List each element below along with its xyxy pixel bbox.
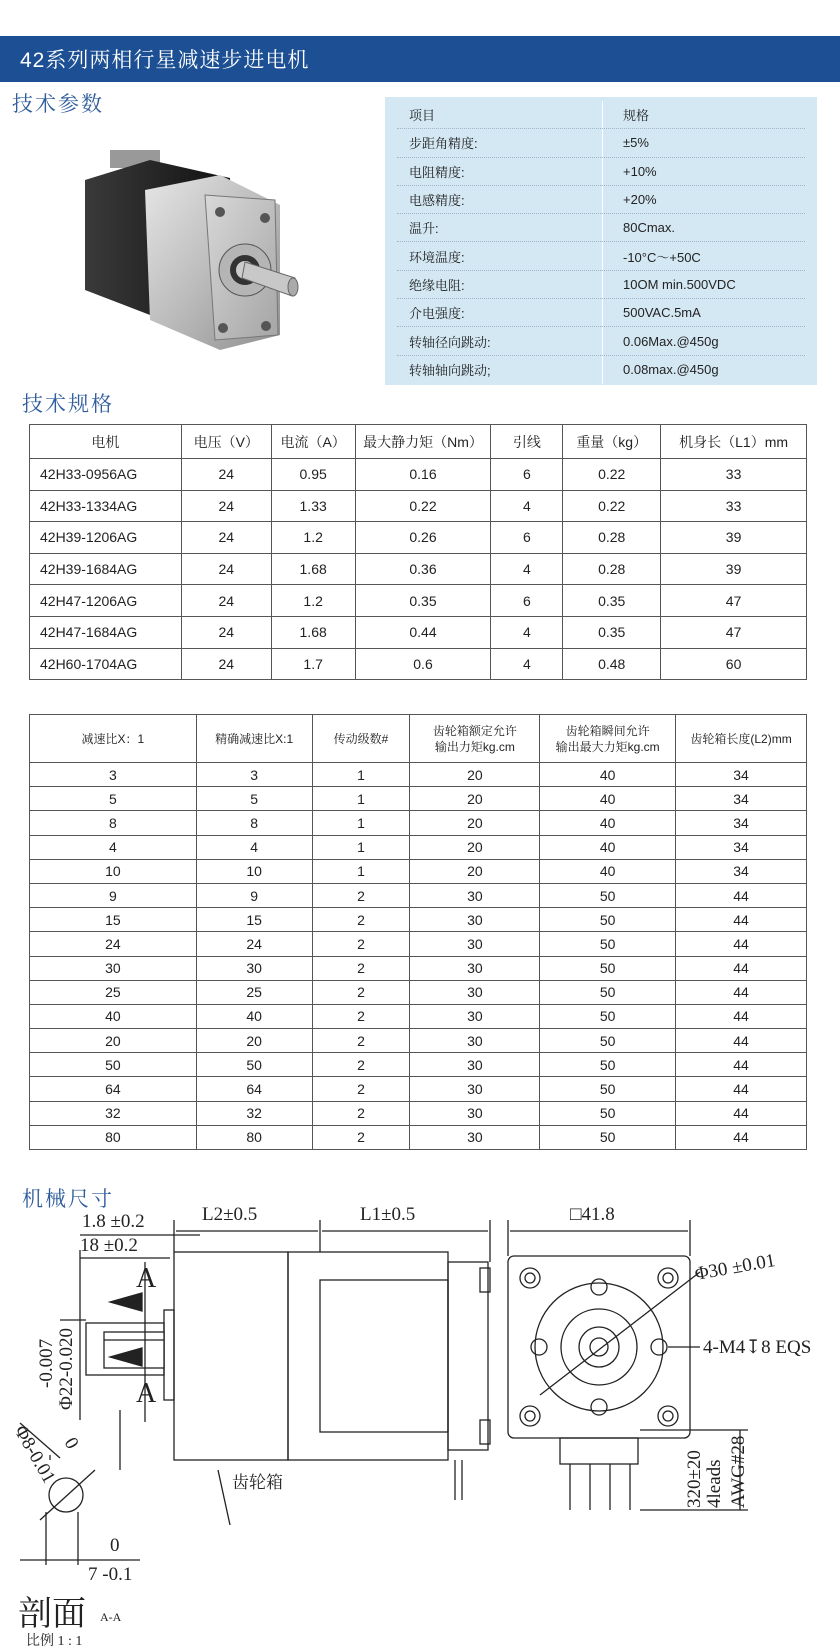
ratio-row-cell: 5: [196, 787, 312, 811]
spec-row-cell: 60: [661, 648, 807, 680]
ratio-header-cell: 减速比X：1: [30, 715, 197, 763]
ratio-row-cell: 8: [196, 811, 312, 835]
gearbox-label: 齿轮箱: [232, 1473, 283, 1493]
spec-row-cell: 24: [181, 553, 271, 585]
spec-row-cell: 6: [491, 585, 563, 617]
ratio-row-cell: 30: [410, 883, 540, 907]
params-row: [397, 129, 805, 157]
ratio-table-body: [30, 763, 807, 1150]
spec-row-cell: 39: [661, 553, 807, 585]
ratio-row-cell: 25: [196, 980, 312, 1004]
spec-row-cell: 24: [181, 522, 271, 554]
ratio-row-cell: 34: [676, 787, 807, 811]
flat-dimension: 7 -0.1: [88, 1564, 133, 1585]
motor-photo: [80, 150, 320, 360]
spec-row-cell: 42H39-1684AG: [30, 553, 182, 585]
spec-row-cell: 42H39-1206AG: [30, 522, 182, 554]
spec-header-cell: 电机: [30, 425, 182, 459]
ratio-row-cell: 2: [312, 1004, 410, 1028]
spec-row-cell: 0.16: [355, 459, 491, 491]
lead-gauge: AWG#28: [728, 1435, 749, 1508]
ratio-row-cell: 40: [540, 859, 676, 883]
ratio-header-row: [30, 715, 807, 763]
ratio-row: [30, 811, 807, 835]
spec-row-cell: 4: [491, 490, 563, 522]
ratio-row-cell: 20: [410, 811, 540, 835]
ratio-row-cell: 34: [676, 835, 807, 859]
ratio-row-cell: 40: [540, 835, 676, 859]
spec-row-cell: 1.33: [271, 490, 355, 522]
spec-row-cell: 0.36: [355, 553, 491, 585]
ratio-row-cell: 30: [410, 1004, 540, 1028]
ratio-row-cell: 44: [676, 1125, 807, 1149]
pilot-diameter: Φ30 ±0.01: [693, 1250, 777, 1285]
ratio-row-cell: 50: [540, 908, 676, 932]
ratio-row-cell: 2: [312, 932, 410, 956]
title-banner: [0, 36, 840, 82]
ratio-row: [30, 956, 807, 980]
ratio-row-cell: 9: [196, 883, 312, 907]
ratio-row-cell: 4: [196, 835, 312, 859]
ratio-row-cell: 30: [410, 980, 540, 1004]
spec-header-cell: 引线: [491, 425, 563, 459]
ratio-row-cell: 50: [540, 1077, 676, 1101]
ratio-row: [30, 835, 807, 859]
spec-row-cell: 4: [491, 616, 563, 648]
ratio-row-cell: 44: [676, 1053, 807, 1077]
mount-holes: 4-M4↧8 EQS: [703, 1337, 812, 1358]
spec-row-cell: 42H33-1334AG: [30, 490, 182, 522]
ratio-row-cell: 20: [410, 835, 540, 859]
ratio-row-cell: 9: [30, 883, 197, 907]
ratio-row-cell: 34: [676, 859, 807, 883]
spec-row-cell: 4: [491, 648, 563, 680]
section-title-mech-dims: 机械尺寸: [22, 1188, 114, 1211]
spec-row-cell: 0.44: [355, 616, 491, 648]
ratio-row-cell: 50: [540, 1125, 676, 1149]
ratio-header-cell: 齿轮箱长度(L2)mm: [676, 715, 807, 763]
ratio-row-cell: 8: [30, 811, 197, 835]
spec-row: [30, 490, 807, 522]
ratio-row-cell: 50: [540, 980, 676, 1004]
spec-row-cell: 33: [661, 490, 807, 522]
ratio-row-cell: 3: [196, 763, 312, 787]
ratio-row: [30, 980, 807, 1004]
drawing-svg: [0, 1190, 840, 1648]
ratio-row-cell: 4: [30, 835, 197, 859]
params-row: [397, 271, 805, 299]
ratio-row-cell: 2: [312, 1029, 410, 1053]
ratio-row-cell: 2: [312, 1053, 410, 1077]
ratio-row-cell: 30: [410, 908, 540, 932]
ratio-row-cell: 34: [676, 811, 807, 835]
ratio-row-cell: 30: [410, 1101, 540, 1125]
ratio-row-cell: 5: [30, 787, 197, 811]
section-title-tech-params: 技术参数: [12, 93, 104, 116]
ratio-row-cell: 2: [312, 908, 410, 932]
ratio-row-cell: 44: [676, 1029, 807, 1053]
param-key: 电感精度:: [409, 193, 465, 209]
spec-row-cell: 42H47-1206AG: [30, 585, 182, 617]
ratio-row-cell: 50: [540, 1053, 676, 1077]
spec-row-cell: 0.28: [563, 522, 661, 554]
ratio-row-cell: 30: [410, 1029, 540, 1053]
ratio-row-cell: 34: [676, 763, 807, 787]
ratio-row: [30, 1125, 807, 1149]
param-key: 转轴轴向跳动;: [409, 363, 491, 379]
param-value: -10°C～+50C: [602, 242, 805, 269]
ratio-row-cell: 10: [196, 859, 312, 883]
ratio-row-cell: 30: [196, 956, 312, 980]
ratio-row-cell: 44: [676, 932, 807, 956]
spec-row-cell: 24: [181, 585, 271, 617]
dim-l1: L1±0.5: [360, 1204, 416, 1225]
ratio-row-cell: 1: [312, 763, 410, 787]
section-mark-a-top: A: [136, 1263, 157, 1294]
ratio-row-cell: 44: [676, 1077, 807, 1101]
ratio-row-cell: 30: [410, 1077, 540, 1101]
spec-row: [30, 459, 807, 491]
param-value: +10%: [602, 158, 805, 185]
motor-outline: [288, 1252, 448, 1460]
spec-row-cell: 42H60-1704AG: [30, 648, 182, 680]
ratio-row-cell: 50: [196, 1053, 312, 1077]
ratio-row-cell: 20: [410, 763, 540, 787]
spec-row-cell: 1.2: [271, 585, 355, 617]
spec-header-cell: 电压（V）: [181, 425, 271, 459]
flat-zero: 0: [110, 1535, 120, 1556]
ratio-row-cell: 50: [540, 1029, 676, 1053]
spec-header-row: [30, 425, 807, 459]
ratio-row-cell: 20: [410, 787, 540, 811]
section-mark-a-bottom: A: [136, 1378, 157, 1409]
spec-header-cell: 重量（kg）: [563, 425, 661, 459]
param-value: +20%: [602, 186, 805, 213]
ratio-row-cell: 40: [540, 787, 676, 811]
shaft-diameter-8: Φ8-0.01: [9, 1422, 60, 1488]
dim-1-8: 1.8 ±0.2: [82, 1211, 145, 1232]
spec-row: [30, 522, 807, 554]
ratio-row-cell: 64: [196, 1077, 312, 1101]
param-value: 0.08max.@450g: [602, 356, 805, 384]
ratio-row: [30, 1004, 807, 1028]
ratio-header-cell: 齿轮箱瞬间允许 输出最大力矩kg.cm: [540, 715, 676, 763]
ratio-row: [30, 787, 807, 811]
param-key: 绝缘电阻:: [409, 277, 465, 293]
spec-row: [30, 585, 807, 617]
ratio-row-cell: 30: [410, 932, 540, 956]
ratio-row: [30, 908, 807, 932]
ratio-row-cell: 44: [676, 980, 807, 1004]
ratio-row-cell: 20: [196, 1029, 312, 1053]
ratio-row-cell: 44: [676, 956, 807, 980]
params-header-item: 项目: [409, 108, 436, 124]
spec-row-cell: 47: [661, 616, 807, 648]
lead-length: 320±20: [684, 1450, 705, 1508]
spec-table-body: [30, 459, 807, 680]
spec-row-cell: 1.2: [271, 522, 355, 554]
ratio-row-cell: 20: [30, 1029, 197, 1053]
param-key: 温升:: [409, 221, 439, 237]
ratio-row: [30, 1029, 807, 1053]
spec-row-cell: 0.22: [355, 490, 491, 522]
spec-table: [29, 424, 807, 680]
ratio-row-cell: 50: [540, 883, 676, 907]
param-key: 环境温度:: [409, 249, 465, 265]
ratio-row-cell: 2: [312, 1101, 410, 1125]
ratio-row-cell: 44: [676, 1101, 807, 1125]
param-key: 介电强度:: [409, 306, 465, 322]
spec-row-cell: 42H33-0956AG: [30, 459, 182, 491]
dim-18: 18 ±0.2: [80, 1235, 138, 1256]
ratio-row-cell: 10: [30, 859, 197, 883]
dim-l2: L2±0.5: [202, 1204, 258, 1225]
ratio-row-cell: 50: [540, 956, 676, 980]
ratio-row-cell: 1: [312, 811, 410, 835]
spec-header-cell: 机身长（L1）mm: [661, 425, 807, 459]
spec-row: [30, 616, 807, 648]
param-value: 10OM min.500VDC: [602, 271, 805, 298]
param-value: 80Cmax.: [602, 214, 805, 241]
param-value: 0.06Max.@450g: [602, 327, 805, 354]
ratio-row-cell: 25: [30, 980, 197, 1004]
ratio-row-cell: 30: [410, 1053, 540, 1077]
spec-row-cell: 39: [661, 522, 807, 554]
ratio-row: [30, 1077, 807, 1101]
spec-row-cell: 0.35: [355, 585, 491, 617]
ratio-header-cell: 精确减速比X:1: [196, 715, 312, 763]
params-header-spec: 规格: [602, 101, 805, 128]
spec-row-cell: 24: [181, 459, 271, 491]
ratio-row-cell: 20: [410, 859, 540, 883]
spec-header-cell: 最大静力矩（Nm）: [355, 425, 491, 459]
ratio-row-cell: 2: [312, 883, 410, 907]
params-row: [397, 327, 805, 355]
params-header-row: [397, 101, 805, 129]
ratio-row-cell: 30: [410, 1125, 540, 1149]
ratio-table: [29, 714, 807, 1150]
spec-row-cell: 4: [491, 553, 563, 585]
drawing-scale: 比例 1 : 1: [26, 1634, 83, 1648]
shaft-diameter-8-zero: 0: [59, 1434, 83, 1453]
ratio-row-cell: 44: [676, 883, 807, 907]
page-title: 42系列两相行星减速步进电机: [20, 49, 310, 72]
section-label: 剖面: [18, 1596, 86, 1633]
spec-row-cell: 6: [491, 522, 563, 554]
ratio-row-cell: 50: [540, 1004, 676, 1028]
ratio-row-cell: 40: [540, 811, 676, 835]
spec-header-cell: 电流（A）: [271, 425, 355, 459]
ratio-row: [30, 763, 807, 787]
ratio-row-cell: 1: [312, 859, 410, 883]
ratio-row-cell: 24: [30, 932, 197, 956]
ratio-row-cell: 50: [540, 1101, 676, 1125]
spec-row-cell: 0.95: [271, 459, 355, 491]
ratio-row-cell: 3: [30, 763, 197, 787]
ratio-header-cell: 传动级数#: [312, 715, 410, 763]
ratio-row: [30, 883, 807, 907]
ratio-row-cell: 32: [196, 1101, 312, 1125]
ratio-row-cell: 32: [30, 1101, 197, 1125]
spec-row-cell: 1.7: [271, 648, 355, 680]
ratio-row-cell: 80: [196, 1125, 312, 1149]
spec-row-cell: 42H47-1684AG: [30, 616, 182, 648]
ratio-row-cell: 40: [30, 1004, 197, 1028]
param-key: 转轴径向跳动:: [409, 334, 491, 350]
shaft-tolerance-top: -0.007: [36, 1338, 57, 1388]
ratio-row-cell: 15: [196, 908, 312, 932]
spec-row-cell: 24: [181, 616, 271, 648]
spec-row-cell: 6: [491, 459, 563, 491]
params-row: [397, 214, 805, 242]
section-sub: A-A: [100, 1610, 122, 1624]
param-value: ±5%: [602, 129, 805, 156]
spec-row-cell: 0.26: [355, 522, 491, 554]
spec-row-cell: 0.28: [563, 553, 661, 585]
spec-row-cell: 1.68: [271, 553, 355, 585]
ratio-row-cell: 24: [196, 932, 312, 956]
ratio-row: [30, 1101, 807, 1125]
params-row: [397, 242, 805, 270]
ratio-row: [30, 1053, 807, 1077]
dim-square: □41.8: [570, 1204, 615, 1225]
ratio-row: [30, 932, 807, 956]
ratio-row-cell: 2: [312, 1125, 410, 1149]
params-row: [397, 186, 805, 214]
ratio-row-cell: 64: [30, 1077, 197, 1101]
ratio-row-cell: 40: [540, 763, 676, 787]
mechanical-drawing: [0, 1190, 840, 1648]
ratio-row-cell: 50: [540, 932, 676, 956]
ratio-row-cell: 2: [312, 1077, 410, 1101]
spec-row-cell: 0.35: [563, 616, 661, 648]
ratio-row-cell: 15: [30, 908, 197, 932]
ratio-row-cell: 2: [312, 956, 410, 980]
spec-row-cell: 24: [181, 490, 271, 522]
ratio-row-cell: 1: [312, 787, 410, 811]
spec-row: [30, 553, 807, 585]
param-key: 步距角精度:: [409, 136, 478, 152]
shaft-tolerance: Φ22-0.020: [56, 1328, 77, 1410]
spec-row: [30, 648, 807, 680]
ratio-row-cell: 44: [676, 1004, 807, 1028]
spec-row-cell: 24: [181, 648, 271, 680]
spec-row-cell: 1.68: [271, 616, 355, 648]
params-row: [397, 356, 805, 384]
ratio-row-cell: 2: [312, 980, 410, 1004]
ratio-row-cell: 40: [196, 1004, 312, 1028]
ratio-row-cell: 44: [676, 908, 807, 932]
ratio-row: [30, 859, 807, 883]
params-row: [397, 299, 805, 327]
spec-row-cell: 33: [661, 459, 807, 491]
ratio-row-cell: 1: [312, 835, 410, 859]
gearbox-outline: [174, 1252, 288, 1460]
spec-row-cell: 47: [661, 585, 807, 617]
spec-row-cell: 0.22: [563, 459, 661, 491]
spec-row-cell: 0.48: [563, 648, 661, 680]
spec-row-cell: 0.22: [563, 490, 661, 522]
ratio-row-cell: 30: [410, 956, 540, 980]
param-value: 500VAC.5mA: [602, 299, 805, 326]
params-row: [397, 158, 805, 186]
lead-count: 4leads: [704, 1459, 725, 1508]
ratio-row-cell: 30: [30, 956, 197, 980]
ratio-header-cell: 齿轮箱额定允许 输出力矩kg.cm: [410, 715, 540, 763]
spec-row-cell: 0.6: [355, 648, 491, 680]
section-title-tech-specs: 技术规格: [22, 393, 114, 416]
ratio-row-cell: 50: [30, 1053, 197, 1077]
param-key: 电阻精度:: [409, 164, 465, 180]
spec-row-cell: 0.35: [563, 585, 661, 617]
params-table: [385, 97, 817, 385]
ratio-row-cell: 80: [30, 1125, 197, 1149]
